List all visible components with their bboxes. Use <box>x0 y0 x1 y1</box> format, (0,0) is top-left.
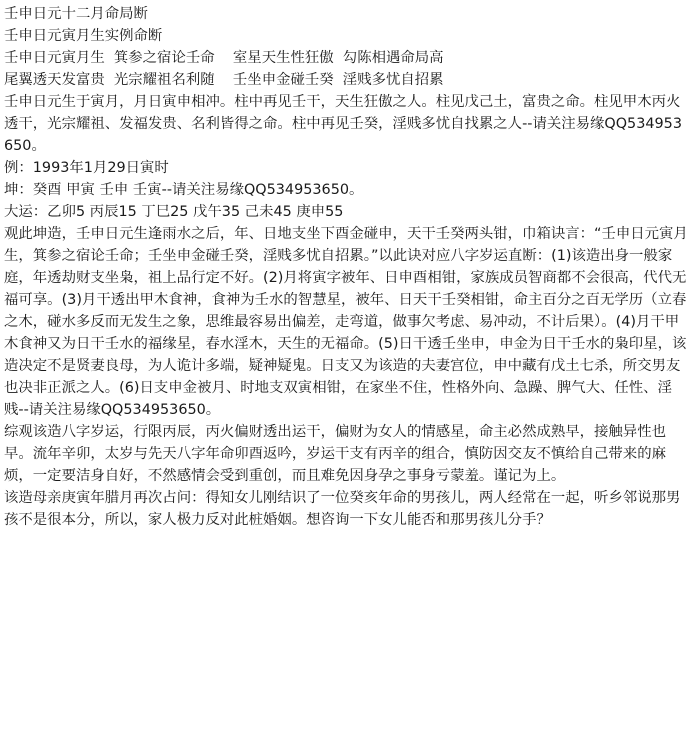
verse-line-2: 尾翼透天发富贵 光宗耀祖名利随 壬坐申金碰壬癸 淫贱多忧自招累 <box>4 72 444 88</box>
bazi-line: 坤：癸酉 甲寅 壬申 壬寅--请关注易缘QQ534953650。 <box>4 182 364 198</box>
article-subtitle: 壬申日元寅月生实例命断 <box>4 28 163 44</box>
example-label: 例：1993年1月29日寅时 <box>4 160 169 176</box>
intro-paragraph: 壬申日元生于寅月，月日寅申相冲。柱中再见壬干，天生狂傲之人。柱见戊己土，富贵之命。柱见甲木丙火透干，光宗耀祖、发福发贵、名利皆得之命。柱中再见壬癸，淫贱多忧自找累之人--请关注易缘QQ534953650。 <box>4 94 682 154</box>
analysis-paragraph: 观此坤造，壬申日元生逢雨水之后，年、日地支坐下酉金碰申，天干壬癸两头钳，巾箱诀言：“壬申日元寅月生，箕参之宿论壬命；壬坐申金碰壬癸，淫贱多忧自招累。”以此诀对应八字岁运直断：(1)该造出身一般家庭，年透劫财支坐枭，祖上品行定不好。(2)月将寅字被年、日申酉相钳，家族成员智商都不会很高，代代无福可享。(3)月干透出甲木食神，食神为壬水的智慧星，被年、日天干壬癸相钳，命主百分之百无学历（立春之木，碰水多反而无发生之象，思维最容易出偏差，走弯道，做事欠考虑、易冲动，不计后果）。(4)月干甲木食神又为日干壬水的福缘星，春水淫木，天生的无福命。(5)日干透壬坐申，申金为日干壬水的枭印星，该造决定不是贤妻良母，为人诡计多端，疑神疑鬼。日支又为该造的夫妻宫位，申中藏有戊土七杀，所交男友也决非正派之人。(6)日支申金被月、时地支双寅相钳，在家坐不住，性格外向、急躁、脾气大、任性、淫贱--请关注易缘QQ534953650。 <box>4 226 688 418</box>
article <box>4 3 688 531</box>
verse-line-1: 壬申日元寅月生 箕参之宿论壬命 室星天生性狂傲 勾陈相遇命局高 <box>4 50 444 66</box>
summary-paragraph: 综观该造八字岁运，行限丙辰，丙火偏财透出运干，偏财为女人的情感星，命主必然成熟早，接触异性也早。流年辛卯，太岁与先天八字年命卯酉返吟，岁运干支有丙辛的组合，慎防因交友不慎给自己带来的麻烦，一定要洁身自好，不然感情会受到重创，而且难免因身孕之事身亏蒙羞。谨记为上。 <box>4 424 666 484</box>
article-title: 壬申日元十二月命局断 <box>4 6 148 22</box>
question-paragraph: 该造母亲庚寅年腊月再次占问：得知女儿刚结识了一位癸亥年命的男孩儿，两人经常在一起，听乡邻说那男孩不是很本分，所以，家人极力反对此桩婚姻。想咨询一下女儿能否和那男孩儿分手？ <box>4 490 681 528</box>
dayun-line: 大运：乙卯5 丙辰15 丁巳25 戊午35 己未45 庚申55 <box>4 204 344 220</box>
